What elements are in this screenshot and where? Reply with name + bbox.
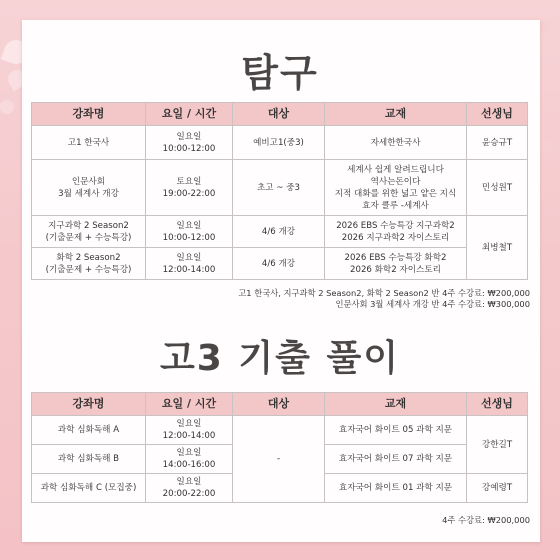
header-time: 요일 / 시간	[146, 393, 233, 416]
course-teacher: 강한길T	[467, 416, 528, 474]
table-row	[32, 216, 528, 248]
course-time: 일요일 14:00-16:00	[146, 445, 233, 474]
course-book: 2026 EBS 수능특강 화학2 2026 화학2 자이스토리	[325, 248, 467, 280]
fee-note-line: 인문사회 3월 세계사 개강 반 4주 수강료: ₩300,000	[335, 299, 530, 309]
course-book: 효자국어 화이트 07 과학 지문	[325, 445, 467, 474]
course-target: 예비고1(중3)	[233, 126, 325, 160]
course-target: 4/6 개강	[233, 216, 325, 248]
course-time: 토요일 19:00-22:00	[146, 160, 233, 216]
petal-decoration	[0, 97, 17, 117]
header-book: 교재	[325, 393, 467, 416]
past-exam-fee-note	[442, 515, 530, 526]
header-teacher: 선생님	[467, 103, 528, 126]
course-book: 세계사 쉽게 알려드립니다 역사는돈이다 지적 대화를 위한 넓고 얕은 지식 효자 클루 -세계사	[325, 160, 467, 216]
course-time: 일요일 12:00-14:00	[146, 416, 233, 445]
course-time: 일요일 10:00-12:00	[146, 126, 233, 160]
course-book: 효자국어 화이트 01 과학 지문	[325, 474, 467, 503]
course-book: 2026 EBS 수능특강 지구과학2 2026 지구과학2 자이스토리	[325, 216, 467, 248]
course-teacher: 최병철T	[467, 216, 528, 280]
header-target: 대상	[233, 103, 325, 126]
header-course: 강좌명	[32, 393, 146, 416]
inquiry-fee-note	[238, 288, 530, 310]
header-time: 요일 / 시간	[146, 103, 233, 126]
section-title-past-exams: 고3 기출 풀이	[160, 338, 400, 379]
course-target: -	[233, 416, 325, 503]
course-book: 자세한한국사	[325, 126, 467, 160]
course-target: 초고 ~ 중3	[233, 160, 325, 216]
table-row	[32, 126, 528, 160]
header-course: 강좌명	[32, 103, 146, 126]
course-name: 고1 한국사	[32, 126, 146, 160]
course-name: 인문사회 3월 세계사 개강	[32, 160, 146, 216]
table-row	[32, 160, 528, 216]
fee-note-line: 고1 한국사, 지구과학 2 Season2, 화학 2 Season2 반 4주 수강료: ₩200,000	[238, 288, 530, 298]
course-name: 과학 심화독해 B	[32, 445, 146, 474]
inquiry-schedule-table	[31, 102, 528, 280]
course-teacher: 민성원T	[467, 160, 528, 216]
course-name: 과학 심화독해 C (모집중)	[32, 474, 146, 503]
header-book: 교재	[325, 103, 467, 126]
course-name: 지구과학 2 Season2 (기출문제 + 수능특강)	[32, 216, 146, 248]
course-teacher: 강예령T	[467, 474, 528, 503]
course-time: 일요일 12:00-14:00	[146, 248, 233, 280]
course-teacher: 윤승규T	[467, 126, 528, 160]
course-book: 효자국어 화이트 05 과학 지문	[325, 416, 467, 445]
section-title-inquiry: 탐구	[241, 51, 319, 95]
course-time: 일요일 10:00-12:00	[146, 216, 233, 248]
header-target: 대상	[233, 393, 325, 416]
table-row	[32, 248, 528, 280]
course-target: 4/6 개강	[233, 248, 325, 280]
petal-decoration	[538, 138, 553, 153]
header-teacher: 선생님	[467, 393, 528, 416]
fee-note-line: 4주 수강료: ₩200,000	[442, 515, 530, 525]
table-row	[32, 416, 528, 445]
course-time: 일요일 20:00-22:00	[146, 474, 233, 503]
course-name: 과학 심화독해 A	[32, 416, 146, 445]
course-name: 화학 2 Season2 (기출문제 + 수능특강)	[32, 248, 146, 280]
past-exam-schedule-table	[31, 392, 528, 503]
